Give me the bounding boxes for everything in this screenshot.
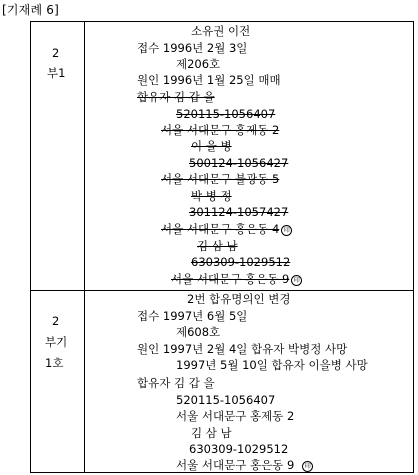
row2-owner2-id: 630309-1029512 bbox=[189, 442, 289, 456]
row2-owner2-address bbox=[176, 458, 313, 473]
row1-receipt-date: 접수 1996년 2월 3일 bbox=[137, 41, 248, 55]
row1-rank-number: 2 bbox=[52, 46, 60, 60]
row1-owner3-name: 박 병 정 bbox=[191, 189, 232, 203]
row1-owner4-address bbox=[171, 272, 302, 287]
row2-owner2-address-text: 서울 서대문구 홍은동 9 bbox=[176, 458, 295, 472]
row2-receipt-date: 접수 1997년 6월 5일 bbox=[137, 309, 248, 323]
row2-rank-ho: 1호 bbox=[45, 356, 64, 370]
seal-icon: 印 bbox=[281, 225, 292, 236]
column-divider bbox=[84, 22, 85, 472]
row1-owner1-name: 합유자 김 갑 을 bbox=[137, 90, 215, 104]
row2-rank-number: 2 bbox=[52, 314, 60, 328]
row1-owner4-address-text: 서울 서대문구 홍은동 9 bbox=[171, 272, 290, 286]
row1-owner4-id: 630309-1029512 bbox=[191, 255, 291, 269]
row1-owner4-name: 김 삼 남 bbox=[197, 239, 238, 253]
row1-rank-sub: 부1 bbox=[47, 66, 66, 80]
row1-owner1-address: 서울 서대문구 홍제동 2 bbox=[161, 123, 280, 137]
row1-cause: 원인 1996년 1월 25일 매매 bbox=[137, 73, 281, 87]
row1-owner2-name: 이 을 병 bbox=[191, 139, 232, 153]
seal-icon: 印 bbox=[291, 275, 302, 286]
row1-owner3-address bbox=[161, 222, 292, 237]
caption: [기재례 6] bbox=[2, 3, 59, 17]
row2-cause-2: 1997년 5월 10일 합유자 이을병 사망 bbox=[176, 358, 368, 372]
row1-purpose: 소유권 이전 bbox=[191, 24, 251, 38]
row2-owner1-address: 서울 서대문구 홍제동 2 bbox=[176, 409, 295, 423]
row2-rank-sub: 부기 bbox=[45, 335, 68, 349]
row1-owner3-id: 301124-1057427 bbox=[189, 205, 289, 219]
row2-owner1-id: 520115-1056407 bbox=[176, 393, 276, 407]
row2-owner2-name: 김 삼 남 bbox=[191, 426, 232, 440]
row2-receipt-no: 제608호 bbox=[176, 325, 221, 339]
row1-owner3-address-text: 서울 서대문구 홍은동 4 bbox=[161, 222, 280, 236]
row2-purpose: 2번 합유명의인 변경 bbox=[187, 292, 291, 306]
row1-owner2-id: 500124-1056427 bbox=[189, 156, 289, 170]
register-table bbox=[30, 21, 414, 473]
row1-owner1-id: 520115-1056407 bbox=[176, 107, 276, 121]
seal-icon: 印 bbox=[302, 461, 313, 472]
row1-receipt-no: 제206호 bbox=[176, 57, 221, 71]
row2-owner1-name: 합유자 김 갑 을 bbox=[137, 376, 215, 390]
row-divider bbox=[31, 290, 413, 291]
row1-owner2-address: 서울 서대문구 불광동 5 bbox=[161, 172, 280, 186]
row2-cause-1: 원인 1997년 2월 4일 합유자 박병정 사망 bbox=[137, 342, 348, 356]
